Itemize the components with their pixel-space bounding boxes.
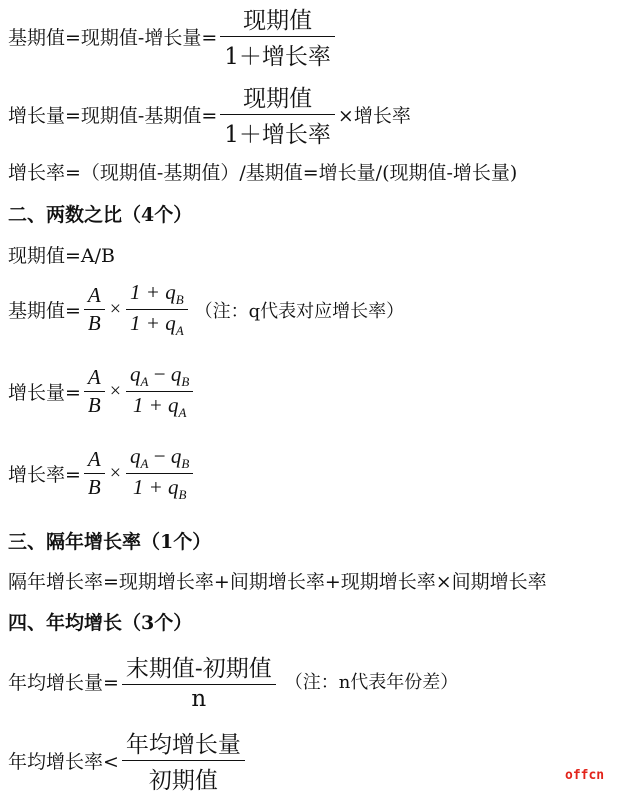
section-heading-biennial — [8, 527, 211, 554]
fraction-a-over-b — [84, 365, 105, 418]
heading-text: 二、两数之比（4个） — [8, 204, 193, 226]
subscript: B — [181, 456, 190, 471]
numerator: A — [87, 283, 101, 307]
denominator: B — [87, 475, 101, 500]
minus-sign: − — [148, 444, 171, 468]
formula-base-ratio — [8, 280, 404, 339]
formula-growth-rate-line — [8, 158, 517, 185]
times-sign: × — [109, 298, 122, 321]
offcn-logo: offcn — [565, 768, 605, 783]
formula-lhs: 增长量=现期值-基期值= — [8, 105, 218, 128]
section-heading-annual-average — [8, 608, 192, 635]
numerator: A — [87, 365, 101, 389]
formula-note: （注：n代表年份差） — [284, 672, 459, 694]
formula-current-ratio — [8, 241, 115, 268]
numerator: 年均增长量 — [125, 732, 241, 758]
denominator: B — [87, 393, 101, 418]
formula-lhs: 基期值= — [8, 300, 81, 323]
denominator — [129, 474, 191, 503]
fraction-growth — [126, 362, 193, 421]
times-sign: × — [109, 380, 122, 403]
formula-text: 隔年增长率=现期增长率+间期增长率+现期增长率×间期增长率 — [8, 571, 547, 593]
denominator: 1＋增长率 — [224, 44, 331, 71]
times-sign: × — [109, 462, 122, 485]
numerator — [126, 444, 193, 473]
formula-lhs: 增长率= — [8, 464, 81, 487]
formula-note: （注：q代表对应增长率） — [194, 300, 405, 322]
heading-text: 三、隔年增长率（1个） — [8, 531, 212, 553]
fraction-a-over-b — [84, 447, 105, 500]
subscript: A — [140, 456, 149, 471]
fraction-growth — [126, 280, 188, 339]
q-symbol: q — [170, 362, 182, 386]
numerator: 现期值 — [243, 86, 313, 112]
fraction — [122, 650, 276, 712]
minus-sign: − — [148, 362, 171, 386]
fraction — [122, 726, 245, 795]
numerator-text: 1 + q — [130, 280, 176, 304]
denominator: 1＋增长率 — [224, 122, 331, 149]
subscript: B — [181, 374, 190, 389]
formula-annual-avg-amount — [8, 650, 458, 712]
subscript: A — [175, 323, 184, 339]
denominator: n — [191, 686, 207, 713]
formula-text: 现期值=A/B — [8, 245, 116, 267]
heading-text: 四、年均增长（3个） — [8, 612, 193, 634]
q-symbol: q — [130, 362, 141, 386]
formula-growth-rate-ratio — [8, 444, 196, 503]
denominator-text: 1 + q — [132, 393, 179, 418]
formula-text: 增长率=（现期值-基期值）/基期值=增长量/(现期值-增长量) — [8, 162, 518, 184]
numerator: A — [87, 447, 101, 471]
formula-lhs: 年均增长率< — [8, 751, 119, 774]
numerator — [126, 280, 188, 309]
numerator: 现期值 — [243, 8, 313, 34]
subscript: A — [178, 405, 187, 421]
denominator-text: 1 + q — [130, 311, 176, 336]
fraction-growth — [126, 444, 193, 503]
fraction — [220, 80, 335, 149]
formula-lhs: 增长量= — [8, 382, 81, 405]
q-symbol: q — [170, 444, 182, 468]
denominator — [126, 310, 188, 339]
numerator: 末期值-初期值 — [125, 656, 272, 682]
formula-annual-avg-rate — [8, 726, 248, 795]
formula-tail: ×增长率 — [337, 105, 411, 128]
denominator: B — [87, 311, 101, 336]
section-heading-two-ratio — [8, 200, 192, 227]
subscript: B — [175, 292, 184, 307]
formula-base-from-current — [8, 2, 338, 71]
formula-growth-amount-current — [8, 80, 411, 149]
subscript: B — [178, 487, 187, 503]
formula-biennial-growth-rate — [8, 567, 547, 594]
denominator-text: 1 + q — [132, 475, 179, 500]
formula-lhs: 年均增长量= — [8, 671, 119, 694]
formula-growth-amount-ratio — [8, 362, 196, 421]
subscript: A — [140, 374, 149, 389]
q-symbol: q — [130, 444, 141, 468]
fraction-a-over-b — [84, 283, 105, 336]
fraction — [220, 2, 335, 71]
denominator: 初期值 — [148, 768, 218, 795]
denominator — [129, 392, 191, 421]
numerator — [126, 362, 193, 391]
formula-lhs: 基期值=现期值-增长量= — [8, 27, 218, 50]
